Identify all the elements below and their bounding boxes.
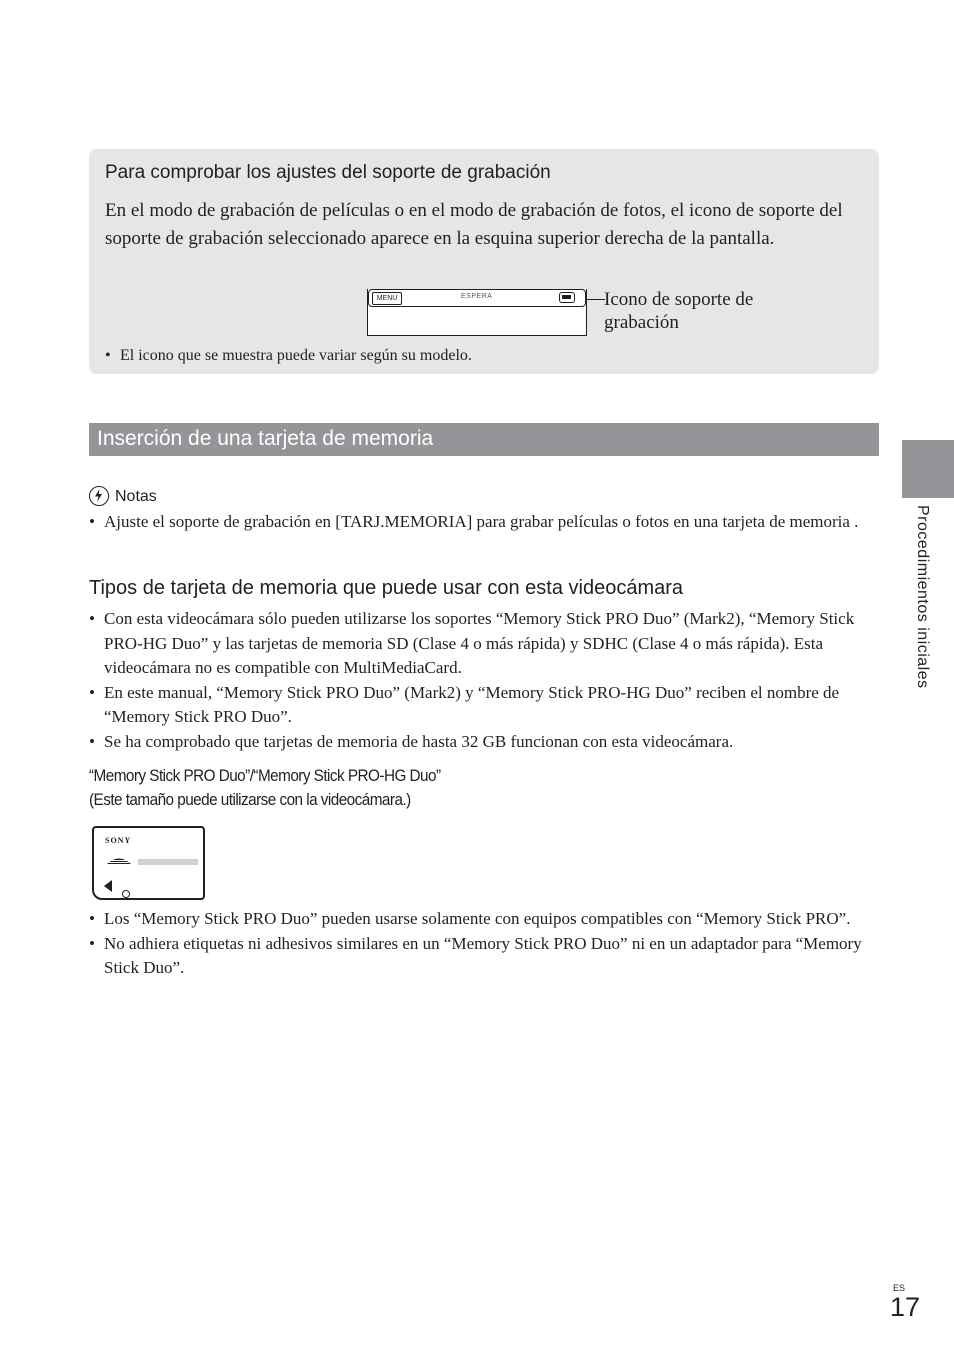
card-notch — [122, 890, 130, 898]
memory-card-icon — [559, 292, 575, 303]
page-number: 17 — [890, 1292, 921, 1322]
memory-stick-logo-icon — [106, 856, 132, 866]
page-language: ES — [893, 1283, 906, 1293]
notes-label: Notas — [115, 488, 157, 505]
list-item: • Ajuste el soporte de grabación en [TARJ.MEMORIA] para grabar películas o fotos en una tarjeta de memoria . — [89, 510, 879, 535]
status-text: ESPERA — [461, 293, 493, 300]
menu-button-illustration: MENU — [372, 292, 402, 305]
subsection-heading: Tipos de tarjeta de memoria que puede usar con esta videocámara — [89, 577, 684, 599]
lcd-screen-illustration — [367, 289, 587, 336]
card-brand: SONY — [105, 836, 132, 845]
info-box — [89, 149, 879, 374]
card-notes-list — [89, 907, 879, 981]
section-header — [89, 423, 879, 456]
notes-list — [89, 510, 879, 535]
callout-label: Icono de soporte de grabación — [604, 289, 754, 333]
info-box-paragraph: En el modo de grabación de películas o en el modo de grabación de fotos, el icono de soporte del soporte de grabación seleccionado aparece en la esquina superior derecha de la pantalla. — [105, 200, 843, 249]
list-item: • En este manual, “Memory Stick PRO Duo” (Mark2) y “Memory Stick PRO-HG Duo” reciben el nombre de “Memory Stick PRO Duo”. — [89, 681, 879, 730]
callout-leader-line — [585, 299, 605, 300]
list-item: • Los “Memory Stick PRO Duo” pueden usarse solamente con equipos compatibles con “Memory Stick PRO”. — [89, 907, 879, 932]
section-title: Inserción de una tarjeta de memoria — [97, 427, 434, 450]
list-item: • Se ha comprobado que tarjetas de memoria de hasta 32 GB funcionan con esta videocámara. — [89, 730, 879, 755]
lcd-top-bar — [368, 289, 586, 307]
side-tab-marker — [902, 440, 954, 498]
info-box-note-list — [105, 344, 845, 369]
list-item: • Con esta videocámara sólo pueden utilizarse los soportes “Memory Stick PRO Duo” (Mark2), “Memory Stick PRO-HG Duo” y las tarjetas de memoria SD (Clase 4 o más rápida) y SDHC (Clase 4 o más rápida). Esta videocámara no es compatible con MultiMediaCard. — [89, 607, 879, 681]
caption-line-2: (Este tamaño puede utilizarse con la videocámara.) — [89, 790, 411, 809]
card-label-stripe — [138, 859, 198, 865]
side-tab-label: Procedimientos iniciales — [914, 505, 931, 689]
card-types-list — [89, 607, 879, 754]
info-box-title: Para comprobar los ajustes del soporte de grabación — [105, 162, 551, 183]
caption-line-1: “Memory Stick PRO Duo”/“Memory Stick PRO-HG Duo” — [89, 766, 441, 785]
card-caption — [89, 764, 441, 812]
caution-icon — [89, 486, 109, 506]
insert-direction-icon — [104, 880, 112, 892]
list-item: • El icono que se muestra puede variar según su modelo. — [105, 344, 845, 369]
memory-stick-illustration — [92, 826, 205, 900]
list-item: • No adhiera etiquetas ni adhesivos similares en un “Memory Stick PRO Duo” ni en un adaptador para “Memory Stick Duo”. — [89, 932, 879, 981]
